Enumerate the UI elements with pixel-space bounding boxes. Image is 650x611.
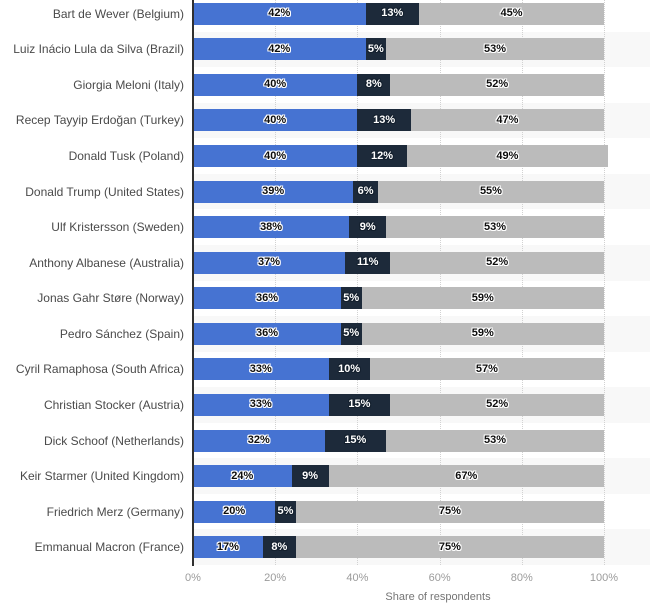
bar-segment-gray-segment[interactable] xyxy=(386,216,604,238)
bar-segment-dark-navy-segment[interactable] xyxy=(357,109,410,131)
stacked-bar xyxy=(193,465,604,487)
category-label: Friedrich Merz (Germany) xyxy=(46,504,184,519)
value-label: 75% xyxy=(438,540,461,553)
bar-segment-blue-segment[interactable] xyxy=(193,109,357,131)
value-label: 32% xyxy=(247,434,270,447)
value-label: 5% xyxy=(343,291,360,304)
stacked-bar xyxy=(193,74,604,96)
bar-segment-gray-segment[interactable] xyxy=(329,465,604,487)
value-label: 42% xyxy=(268,42,291,55)
category-label: Anthony Albanese (Australia) xyxy=(29,255,184,270)
stacked-bar xyxy=(193,323,604,345)
bar-segment-dark-navy-segment[interactable] xyxy=(341,287,362,309)
stacked-bar xyxy=(193,252,604,274)
bar-segment-blue-segment[interactable] xyxy=(193,465,292,487)
bar-segment-blue-segment[interactable] xyxy=(193,181,353,203)
value-label: 13% xyxy=(373,113,396,126)
value-label: 47% xyxy=(496,113,519,126)
value-label: 40% xyxy=(264,113,287,126)
bar-segment-blue-segment[interactable] xyxy=(193,252,345,274)
category-label: Dick Schoof (Netherlands) xyxy=(43,433,184,448)
value-label: 33% xyxy=(249,362,272,375)
bar-segment-dark-navy-segment[interactable] xyxy=(329,358,370,380)
chart-row xyxy=(0,529,650,565)
value-label: 36% xyxy=(255,327,278,340)
bar-segment-dark-navy-segment[interactable] xyxy=(292,465,329,487)
value-label: 53% xyxy=(484,220,507,233)
x-tick-label: 40% xyxy=(346,572,369,584)
value-label: 6% xyxy=(357,185,374,198)
bar-segment-blue-segment[interactable] xyxy=(193,536,263,558)
bar-segment-blue-segment[interactable] xyxy=(193,74,357,96)
bar-segment-dark-navy-segment[interactable] xyxy=(329,394,391,416)
value-label: 59% xyxy=(471,291,494,304)
stacked-bar xyxy=(193,501,604,523)
value-label: 12% xyxy=(371,149,394,162)
bar-segment-blue-segment[interactable] xyxy=(193,501,275,523)
category-label: Jonas Gahr Støre (Norway) xyxy=(37,291,184,306)
category-label: Donald Tusk (Poland) xyxy=(68,149,184,164)
bar-segment-blue-segment[interactable] xyxy=(193,3,366,25)
value-label: 11% xyxy=(356,256,379,269)
bar-segment-gray-segment[interactable] xyxy=(390,74,604,96)
chart-row xyxy=(0,32,650,68)
chart-row xyxy=(0,245,650,281)
category-label: Pedro Sánchez (Spain) xyxy=(59,326,184,341)
value-label: 33% xyxy=(249,398,272,411)
value-label: 37% xyxy=(258,256,281,269)
bar-segment-dark-navy-segment[interactable] xyxy=(341,323,362,345)
bar-segment-gray-segment[interactable] xyxy=(390,252,604,274)
bar-segment-dark-navy-segment[interactable] xyxy=(353,181,378,203)
stacked-bar xyxy=(193,181,604,203)
bar-segment-dark-navy-segment[interactable] xyxy=(263,536,296,558)
gridline-100 xyxy=(604,0,605,565)
value-label: 52% xyxy=(486,398,509,411)
stacked-bar xyxy=(193,109,604,131)
value-label: 52% xyxy=(486,78,509,91)
value-label: 10% xyxy=(338,362,361,375)
value-label: 15% xyxy=(348,398,371,411)
value-label: 53% xyxy=(484,434,507,447)
value-label: 8% xyxy=(271,540,288,553)
value-label: 9% xyxy=(359,220,376,233)
value-label: 9% xyxy=(302,469,319,482)
bar-segment-gray-segment[interactable] xyxy=(362,287,604,309)
value-label: 49% xyxy=(496,149,519,162)
chart-row xyxy=(0,0,650,32)
bar-segment-blue-segment[interactable] xyxy=(193,145,357,167)
category-label: Keir Starmer (United Kingdom) xyxy=(19,469,184,484)
chart-row xyxy=(0,458,650,494)
category-label: Bart de Wever (Belgium) xyxy=(52,6,184,21)
chart-row xyxy=(0,281,650,317)
value-label: 38% xyxy=(260,220,283,233)
bar-segment-dark-navy-segment[interactable] xyxy=(357,74,390,96)
x-tick-label: 100% xyxy=(589,572,619,584)
bar-segment-dark-navy-segment[interactable] xyxy=(357,145,406,167)
value-label: 75% xyxy=(438,505,461,518)
chart-row xyxy=(0,103,650,139)
bar-segment-blue-segment[interactable] xyxy=(193,38,366,60)
chart-row xyxy=(0,209,650,245)
value-label: 40% xyxy=(264,78,287,91)
stacked-bar xyxy=(193,358,604,380)
chart-row xyxy=(0,174,650,210)
stacked-bar xyxy=(193,3,604,25)
value-label: 5% xyxy=(277,505,294,518)
value-label: 36% xyxy=(255,291,278,304)
x-tick-label: 20% xyxy=(264,572,287,584)
value-label: 55% xyxy=(479,185,502,198)
chart-row xyxy=(0,67,650,103)
chart-row xyxy=(0,138,650,174)
bar-segment-gray-segment[interactable] xyxy=(390,394,604,416)
value-label: 39% xyxy=(262,185,285,198)
bar-segment-dark-navy-segment[interactable] xyxy=(345,252,390,274)
value-label: 5% xyxy=(367,42,384,55)
value-label: 40% xyxy=(264,149,287,162)
x-tick-label: 0% xyxy=(185,572,201,584)
bar-segment-blue-segment[interactable] xyxy=(193,358,329,380)
stacked-bar xyxy=(193,216,604,238)
chart-row xyxy=(0,352,650,388)
category-label: Luiz Inácio Lula da Silva (Brazil) xyxy=(13,42,184,57)
x-tick-label: 80% xyxy=(510,572,533,584)
stacked-bar xyxy=(193,38,604,60)
value-label: 52% xyxy=(486,256,509,269)
value-label: 53% xyxy=(484,42,507,55)
stacked-bar xyxy=(193,394,604,416)
stacked-bar xyxy=(193,430,604,452)
value-label: 59% xyxy=(471,327,494,340)
category-label: Cyril Ramaphosa (South Africa) xyxy=(15,362,184,377)
bar-segment-gray-segment[interactable] xyxy=(296,536,604,558)
value-label: 17% xyxy=(216,540,239,553)
value-label: 42% xyxy=(268,7,291,20)
bar-segment-dark-navy-segment[interactable] xyxy=(349,216,386,238)
value-label: 20% xyxy=(223,505,246,518)
value-label: 57% xyxy=(475,362,498,375)
category-label: Donald Trump (United States) xyxy=(25,184,184,199)
value-label: 24% xyxy=(231,469,254,482)
chart-row xyxy=(0,423,650,459)
bar-segment-gray-segment[interactable] xyxy=(419,3,604,25)
bar-segment-gray-segment[interactable] xyxy=(386,430,604,452)
bar-segment-blue-segment[interactable] xyxy=(193,287,341,309)
bar-segment-gray-segment[interactable] xyxy=(407,145,608,167)
category-label: Christian Stocker (Austria) xyxy=(43,397,184,412)
bar-segment-blue-segment[interactable] xyxy=(193,323,341,345)
value-label: 67% xyxy=(455,469,478,482)
x-axis-title: Share of respondents xyxy=(385,591,491,603)
category-label: Giorgia Meloni (Italy) xyxy=(73,77,184,92)
chart-row xyxy=(0,494,650,530)
value-label: 45% xyxy=(500,7,523,20)
bar-segment-dark-navy-segment[interactable] xyxy=(366,3,419,25)
stacked-bar xyxy=(193,536,604,558)
chart-row xyxy=(0,316,650,352)
value-label: 5% xyxy=(343,327,360,340)
bar-segment-dark-navy-segment[interactable] xyxy=(325,430,387,452)
x-tick-label: 60% xyxy=(428,572,451,584)
category-label: Emmanual Macron (France) xyxy=(34,540,184,555)
bar-segment-gray-segment[interactable] xyxy=(411,109,604,131)
bar-segment-gray-segment[interactable] xyxy=(386,38,604,60)
stacked-bar xyxy=(193,145,608,167)
chart-row xyxy=(0,387,650,423)
y-axis-line xyxy=(192,0,194,566)
value-label: 8% xyxy=(365,78,382,91)
bar-segment-blue-segment[interactable] xyxy=(193,430,325,452)
bar-segment-gray-segment[interactable] xyxy=(370,358,604,380)
bar-segment-gray-segment[interactable] xyxy=(378,181,604,203)
category-label: Recep Tayyip Erdoğan (Turkey) xyxy=(15,113,184,128)
bar-segment-blue-segment[interactable] xyxy=(193,394,329,416)
value-label: 13% xyxy=(381,7,404,20)
bar-segment-blue-segment[interactable] xyxy=(193,216,349,238)
category-label: Ulf Kristersson (Sweden) xyxy=(51,220,184,235)
stacked-bar xyxy=(193,287,604,309)
bar-segment-gray-segment[interactable] xyxy=(296,501,604,523)
bar-segment-dark-navy-segment[interactable] xyxy=(366,38,387,60)
bar-segment-dark-navy-segment[interactable] xyxy=(275,501,296,523)
value-label: 15% xyxy=(344,434,367,447)
bar-segment-gray-segment[interactable] xyxy=(362,323,604,345)
